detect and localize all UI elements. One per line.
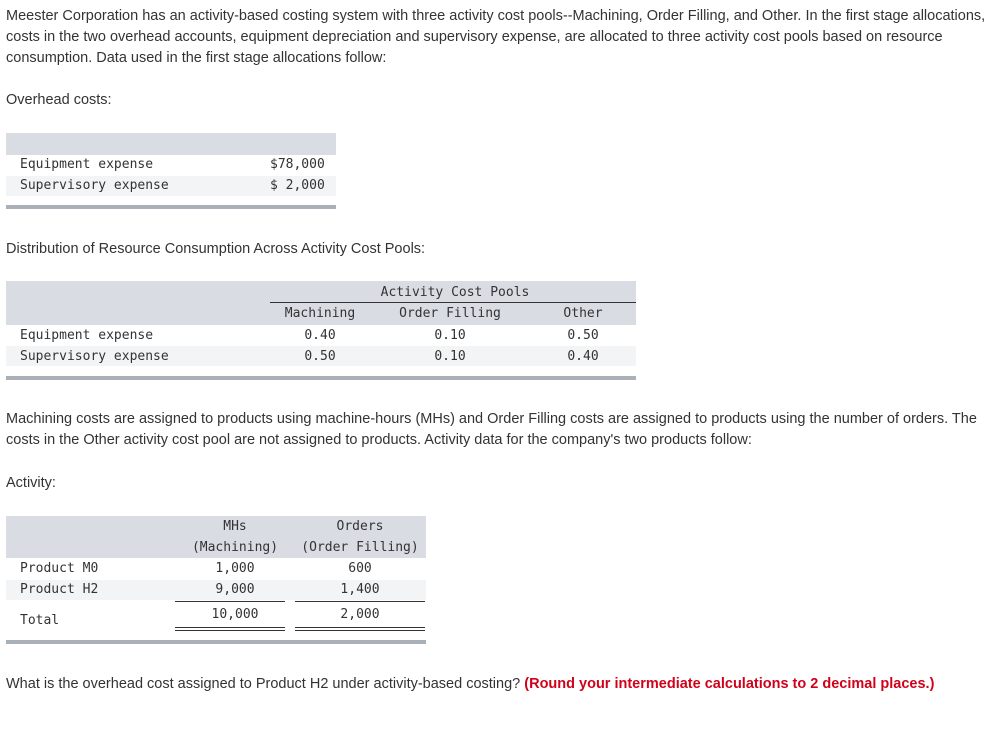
overhead-row-supervisory-label: Supervisory expense [20,178,169,193]
col-mhs-header-line2: (Machining) [191,540,279,555]
activity-row-m0-orders: 600 [348,561,372,576]
overhead-label: Overhead costs: [6,92,112,108]
col-orders-header-line1: Orders [336,519,384,534]
mhs-total-double-rule-bottom [175,630,285,631]
distribution-label: Distribution of Resource Consumption Across Activity Cost Pools: [6,241,426,257]
orders-total-double-rule-bottom [295,630,425,631]
intro-text: Meester Corporation has an activity-based costing system with three activity cost pools--Machining, Order Filling, and Other. In the first stage allocations, costs in the two overhead accounts, equipment depreciation and supervisory expense, are allocated to three activity cost pools based on resource consumption. Data used in the first stage allocations follow: [6,8,986,66]
overhead-row-equipment-label: Equipment expense [20,157,154,172]
question-body: What is the overhead cost assigned to Product H2 under activity-based costing? [6,676,521,692]
question-text [6,674,946,695]
activity-total-orders: 2,000 [340,607,380,622]
col-orders-header-line2: (Order Filling) [301,540,419,555]
dist-row-equipment-machining: 0.40 [304,328,336,343]
activity-row-h2-label: Product H2 [20,582,99,597]
dist-row-supervisory-order-filling: 0.10 [434,349,466,364]
dist-row-equipment-other: 0.50 [567,328,599,343]
overhead-row-equipment-value: $78,000 [270,157,325,172]
dist-row-equipment-label: Equipment expense [20,328,154,343]
col-other-header: Other [563,306,603,321]
activity-label: Activity: [6,475,56,491]
activity-total-mhs: 10,000 [211,607,259,622]
overhead-row-supervisory-value: $ 2,000 [270,178,325,193]
activity-total-label: Total [20,613,60,628]
activity-row-h2-orders: 1,400 [340,582,380,597]
activity-row-m0-mhs: 1,000 [215,561,255,576]
dist-row-supervisory-machining: 0.50 [304,349,336,364]
table-bottom-rule [6,376,636,380]
group-header-rule [270,302,636,303]
activity-cost-pools-header: Activity Cost Pools [380,285,530,300]
orders-subtotal-rule [295,601,425,602]
activity-row-m0-label: Product M0 [20,561,99,576]
middle-text: Machining costs are assigned to products using machine-hours (MHs) and Order Filling costs are assigned to products using the number of orders. The costs in the Other activity cost pool are not assigned to products. Activity data for the company's two products follow: [6,411,977,448]
col-machining-header: Machining [284,306,356,321]
table-header-band [6,133,336,155]
activity-row-h2-mhs: 9,000 [215,582,255,597]
mhs-subtotal-rule [175,601,285,602]
dist-row-supervisory-label: Supervisory expense [20,349,169,364]
table-bottom-rule [6,640,426,644]
rounding-instruction: (Round your intermediate calculations to 2 decimal places.) [524,676,935,692]
col-order-filling-header: Order Filling [399,306,501,321]
table-bottom-rule [6,205,336,209]
mhs-total-double-rule-top [175,627,285,628]
orders-total-double-rule-top [295,627,425,628]
col-mhs-header-line1: MHs [223,519,247,534]
dist-row-equipment-order-filling: 0.10 [434,328,466,343]
dist-row-supervisory-other: 0.40 [567,349,599,364]
